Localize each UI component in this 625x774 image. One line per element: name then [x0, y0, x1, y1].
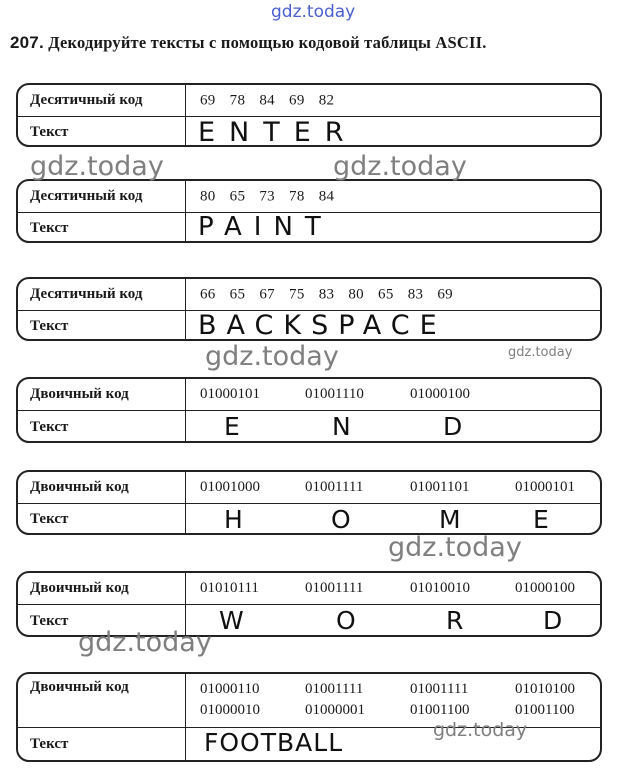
answer-field[interactable]	[186, 213, 600, 243]
code-value: 01001100	[410, 702, 470, 718]
handwritten-letter: M	[439, 505, 461, 534]
code-row	[18, 181, 600, 212]
handwritten-answer: BACKSPACE	[198, 310, 447, 341]
handwritten-letter: W	[219, 606, 244, 635]
answer-field[interactable]	[186, 411, 600, 443]
handwritten-letter: O	[331, 505, 351, 534]
text-label: Текст	[18, 728, 186, 760]
watermark: gdz.today	[333, 151, 467, 182]
answer-field[interactable]	[186, 504, 600, 535]
code-table-1	[16, 83, 602, 147]
code-value: 01000101	[515, 479, 575, 495]
answer-field[interactable]	[186, 728, 600, 760]
code-value: 73	[259, 188, 275, 204]
text-label: Текст	[18, 605, 186, 637]
code-value: 69	[437, 286, 453, 302]
code-label: Десятичный код	[18, 85, 186, 116]
handwritten-letter: D	[543, 606, 563, 635]
code-table-4	[16, 377, 602, 443]
text-row	[18, 212, 600, 243]
code-label: Десятичный код	[18, 279, 186, 310]
code-value: 75	[289, 286, 305, 302]
code-value: 78	[289, 188, 305, 204]
text-row	[18, 116, 600, 147]
code-label: Двоичный код	[18, 472, 186, 503]
code-table-5	[16, 470, 602, 535]
code-value: 83	[407, 286, 424, 302]
code-value: 80	[200, 188, 216, 204]
code-values	[186, 85, 600, 116]
code-row	[18, 674, 600, 727]
handwritten-answer: ENTER	[198, 117, 358, 147]
text-row	[18, 310, 600, 341]
code-value: 69	[289, 92, 305, 108]
code-value: 01001100	[515, 702, 575, 718]
code-value: 80	[348, 286, 364, 302]
text-row	[18, 410, 600, 443]
watermark: gdz.today	[30, 151, 164, 182]
code-value: 83	[318, 286, 335, 302]
code-value: 01000100	[515, 580, 575, 596]
code-value: 65	[378, 286, 394, 302]
code-values	[186, 472, 600, 503]
code-table-6	[16, 571, 602, 637]
code-value: 01000010	[200, 702, 260, 718]
watermark: gdz.today	[433, 719, 528, 741]
code-value: 84	[259, 92, 275, 108]
handwritten-answer: PAINT	[198, 212, 333, 242]
code-value: 01010100	[515, 681, 575, 697]
code-value: 01000100	[410, 386, 470, 402]
watermark: gdz.today	[78, 627, 212, 658]
code-value: 01001111	[305, 681, 364, 697]
code-label: Двоичный код	[18, 674, 186, 727]
code-value: 01000101	[200, 386, 260, 402]
code-value: 01001110	[305, 386, 364, 402]
text-row	[18, 727, 600, 760]
text-label: Текст	[18, 311, 186, 341]
code-value: 69	[200, 92, 216, 108]
code-label: Десятичный код	[18, 181, 186, 212]
code-value: 01001111	[410, 681, 469, 697]
watermark: gdz.today	[271, 2, 356, 22]
handwritten-letter: E	[533, 505, 549, 534]
code-table-7	[16, 672, 602, 762]
code-label: Двоичный код	[18, 379, 186, 410]
code-value: 01000001	[305, 702, 365, 718]
code-value: 65	[229, 286, 246, 302]
handwritten-letter: H	[224, 505, 243, 534]
watermark: gdz.today	[388, 532, 522, 563]
task-heading	[10, 33, 487, 53]
text-row	[18, 604, 600, 637]
code-values	[186, 674, 600, 727]
code-value: 01001000	[200, 479, 260, 495]
text-label: Текст	[18, 504, 186, 535]
code-value: 01010111	[200, 580, 259, 596]
code-table-3	[16, 277, 602, 341]
watermark: gdz.today	[205, 341, 339, 372]
code-row	[18, 573, 600, 604]
code-value: 01000110	[200, 681, 260, 697]
text-row	[18, 503, 600, 535]
answer-field[interactable]	[186, 117, 600, 147]
code-values	[186, 279, 600, 310]
answer-field[interactable]	[186, 311, 600, 341]
code-values	[186, 379, 600, 410]
code-table-2	[16, 179, 602, 243]
text-label: Текст	[18, 213, 186, 243]
code-label: Двоичный код	[18, 573, 186, 604]
text-label: Текст	[18, 411, 186, 443]
code-row	[18, 85, 600, 116]
task-number: 207.	[10, 33, 44, 52]
code-row	[18, 472, 600, 503]
handwritten-letter: O	[336, 606, 356, 635]
code-row	[18, 279, 600, 310]
code-value: 82	[318, 92, 335, 108]
code-value: 78	[229, 92, 246, 108]
code-value: 84	[318, 188, 335, 204]
handwritten-letter: E	[224, 412, 240, 441]
handwritten-letter: N	[332, 412, 351, 441]
code-row	[18, 379, 600, 410]
code-value: 01001111	[305, 479, 364, 495]
code-value: 01001101	[410, 479, 470, 495]
code-value: 67	[259, 286, 275, 302]
code-values	[186, 181, 600, 212]
text-label: Текст	[18, 117, 186, 147]
watermark: gdz.today	[508, 345, 573, 360]
handwritten-letter: D	[443, 412, 463, 441]
code-value: 01010010	[410, 580, 470, 596]
handwritten-letter: R	[446, 606, 464, 635]
answer-field[interactable]	[186, 605, 600, 637]
handwritten-answer: FOOTBALL	[204, 728, 344, 757]
code-values	[186, 573, 600, 604]
code-value: 66	[200, 286, 216, 302]
code-value: 01001111	[305, 580, 364, 596]
task-text: Декодируйте тексты с помощью кодовой таблицы ASCII.	[48, 33, 487, 52]
code-value: 65	[229, 188, 246, 204]
